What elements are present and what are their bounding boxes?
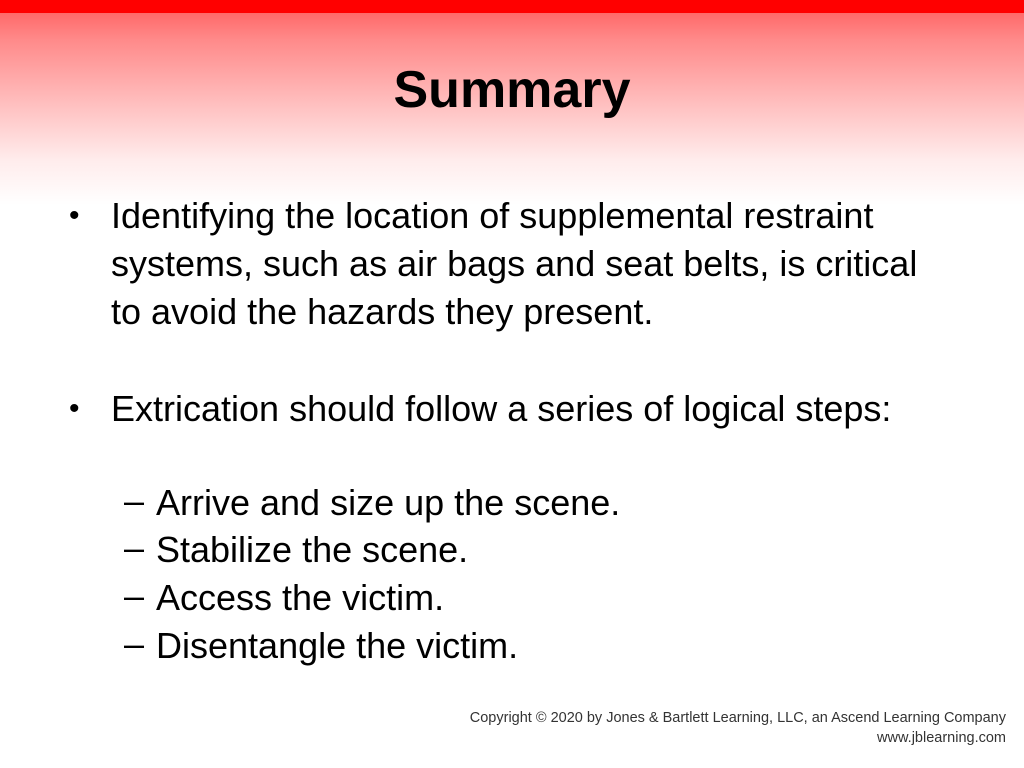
- bullet-text: Extrication should follow a series of logical steps:: [111, 388, 892, 429]
- bullet-marker: •: [69, 392, 80, 425]
- sub-bullet-text: Stabilize the scene.: [156, 529, 469, 570]
- sub-bullet-item: [124, 526, 936, 574]
- sub-bullet-marker: –: [124, 480, 145, 521]
- bullet-item: [69, 385, 931, 433]
- sub-bullet-item: [124, 622, 936, 670]
- sub-bullet-text: Access the victim.: [156, 577, 445, 618]
- bullet-marker: •: [69, 199, 80, 232]
- copyright-text: Copyright © 2020 by Jones & Bartlett Learning, LLC, an Ascend Learning Company: [469, 710, 1006, 726]
- sub-bullet-marker: –: [124, 623, 145, 664]
- slide-title: Summary: [393, 61, 631, 119]
- sub-bullet-text: Disentangle the victim.: [156, 625, 519, 666]
- sub-bullet-marker: –: [124, 575, 145, 616]
- sub-bullet-item: [124, 479, 936, 527]
- slide-footer: [470, 708, 1006, 748]
- sub-bullet-item: [124, 574, 936, 622]
- sub-bullet-marker: –: [124, 527, 145, 568]
- bullet-text: Identifying the location of supplemental restraint systems, such as air bags and seat belts, is critical to avoid the hazards they present.: [111, 195, 918, 332]
- accent-bar: [0, 0, 1024, 13]
- website-text: www.jblearning.com: [877, 730, 1006, 746]
- bullet-item: [69, 192, 931, 336]
- sub-bullet-text: Arrive and size up the scene.: [156, 482, 621, 523]
